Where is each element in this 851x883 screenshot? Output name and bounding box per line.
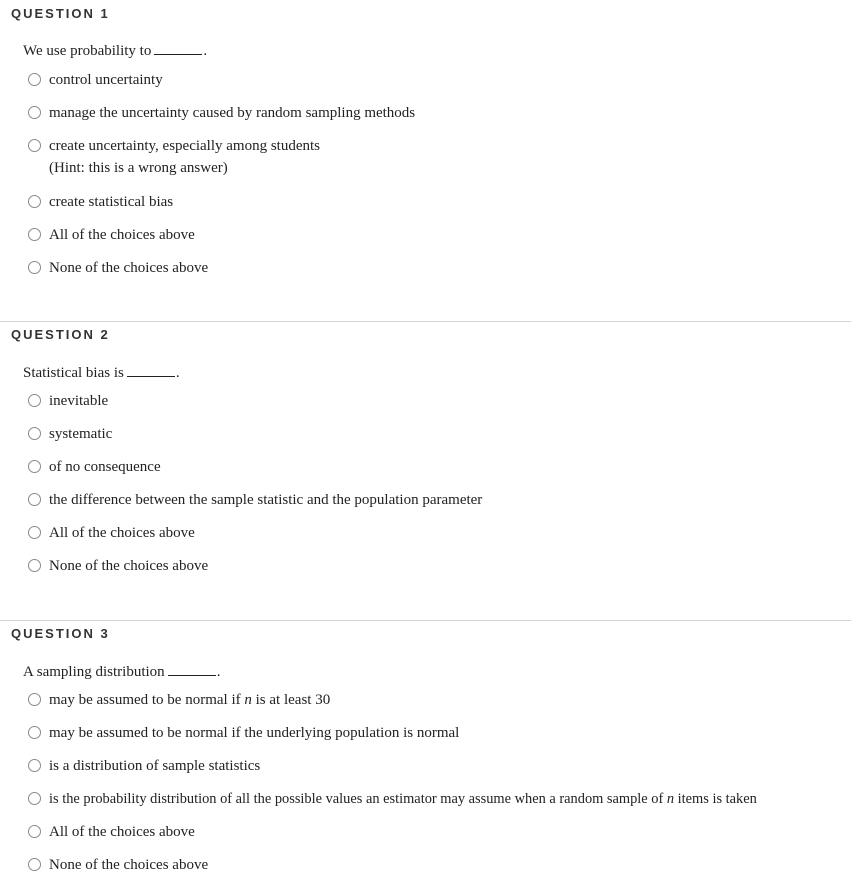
question-heading: QUESTION 1 [11, 6, 110, 21]
question-heading: QUESTION 3 [11, 626, 110, 641]
option-label: is a distribution of sample statistics [49, 758, 261, 774]
radio-button[interactable] [28, 73, 41, 86]
radio-button[interactable] [28, 792, 41, 805]
option-1-2[interactable] [28, 105, 415, 124]
section-divider [0, 321, 851, 322]
radio-button[interactable] [28, 460, 41, 473]
option-3-6[interactable] [28, 857, 208, 876]
option-hint: (Hint: this is a wrong answer) [49, 160, 228, 176]
prompt-text: Statistical bias is [23, 365, 124, 381]
radio-button[interactable] [28, 726, 41, 739]
option-label: may be assumed to be normal if the underlying population is normal [49, 725, 460, 741]
radio-button[interactable] [28, 195, 41, 208]
option-3-1[interactable] [28, 692, 330, 711]
answer-blank [154, 42, 202, 55]
option-3-5[interactable] [28, 824, 195, 843]
radio-button[interactable] [28, 427, 41, 440]
question-prompt: A sampling distribution . [23, 664, 221, 680]
option-label: systematic [49, 426, 113, 442]
option-1-1[interactable] [28, 72, 163, 91]
option-2-5[interactable] [28, 525, 195, 544]
option-3-4[interactable] [28, 791, 757, 810]
question-heading: QUESTION 2 [11, 327, 110, 342]
option-label: control uncertainty [49, 72, 163, 88]
option-label: may be assumed to be normal if n is at least 30 [49, 692, 331, 708]
radio-button[interactable] [28, 106, 41, 119]
radio-button[interactable] [28, 261, 41, 274]
option-1-5[interactable] [28, 227, 195, 246]
option-2-6[interactable] [28, 558, 208, 577]
option-label: create statistical bias [49, 194, 174, 210]
option-1-4[interactable] [28, 194, 173, 213]
answer-blank [168, 663, 216, 676]
radio-button[interactable] [28, 493, 41, 506]
radio-button[interactable] [28, 139, 41, 152]
radio-button[interactable] [28, 693, 41, 706]
radio-button[interactable] [28, 526, 41, 539]
answer-blank [127, 364, 175, 377]
prompt-text: A sampling distribution [23, 664, 165, 680]
question-prompt: Statistical bias is . [23, 365, 180, 381]
option-label: All of the choices above [49, 824, 195, 840]
option-label: the difference between the sample statistic and the population parameter [49, 492, 483, 508]
radio-button[interactable] [28, 559, 41, 572]
option-label: create uncertainty, especially among students (Hint: this is a wrong answer) [49, 135, 320, 179]
option-label: None of the choices above [49, 260, 209, 276]
option-label: All of the choices above [49, 227, 195, 243]
radio-button[interactable] [28, 858, 41, 871]
radio-button[interactable] [28, 394, 41, 407]
option-label: inevitable [49, 393, 109, 409]
option-2-1[interactable] [28, 393, 108, 412]
option-label: manage the uncertainty caused by random sampling methods [49, 105, 416, 121]
radio-button[interactable] [28, 825, 41, 838]
option-2-2[interactable] [28, 426, 112, 445]
option-2-4[interactable] [28, 492, 482, 511]
option-1-6[interactable] [28, 260, 208, 279]
section-divider [0, 620, 851, 621]
option-label: None of the choices above [49, 558, 209, 574]
question-prompt: We use probability to . [23, 43, 208, 59]
option-2-3[interactable] [28, 459, 161, 478]
radio-button[interactable] [28, 228, 41, 241]
radio-button[interactable] [28, 759, 41, 772]
option-3-3[interactable] [28, 758, 260, 777]
option-3-2[interactable] [28, 725, 459, 744]
prompt-text: We use probability to [23, 43, 152, 59]
option-label: All of the choices above [49, 525, 195, 541]
option-1-3[interactable] [28, 138, 320, 179]
option-label: of no consequence [49, 459, 161, 475]
option-label: None of the choices above [49, 857, 209, 873]
option-label: is the probability distribution of all the possible values an estimator may assume when a random sample of n items is taken [49, 791, 757, 807]
